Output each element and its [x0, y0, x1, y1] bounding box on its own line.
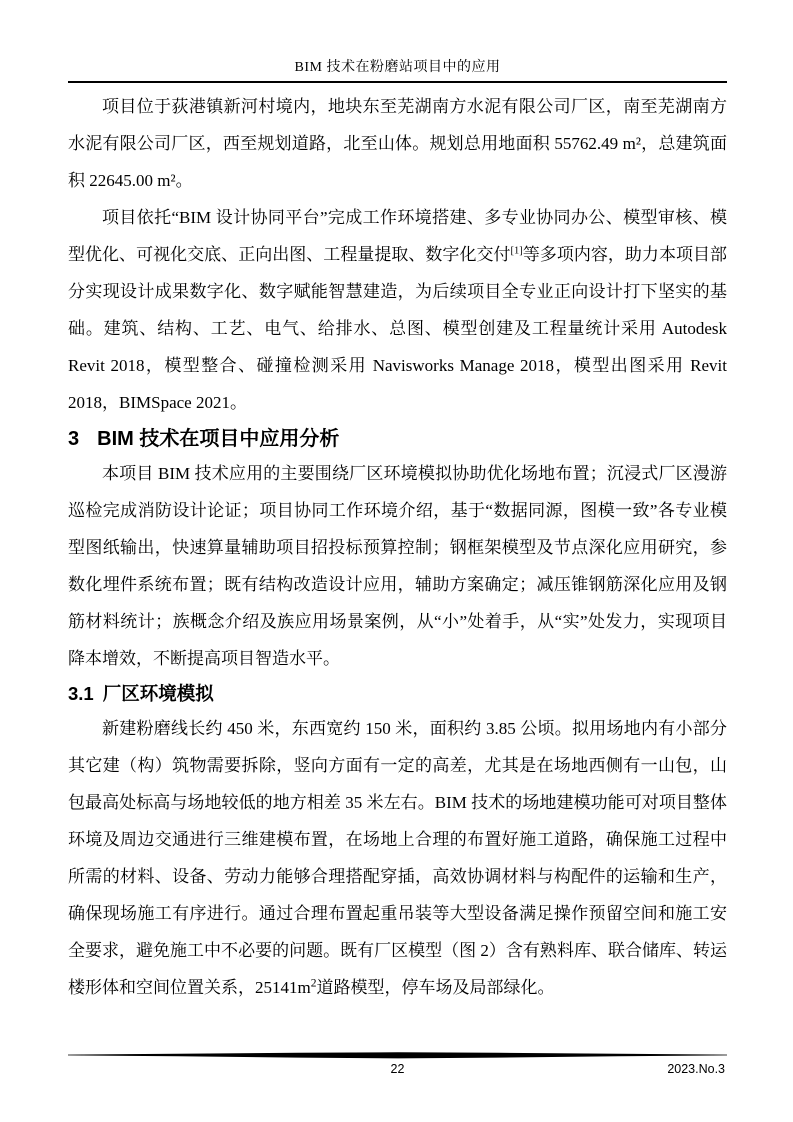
footer-row	[68, 1060, 727, 1078]
subsection-number: 3.1	[68, 683, 94, 704]
paragraph-text: 项目依托“BIM 设计协同平台”完成工作环境搭建、多专业协同办公、模型审核、模型优化、可视化交底、正向出图、工程量提取、数字化交付	[68, 208, 727, 264]
running-title: BIM 技术在粉磨站项目中的应用	[294, 60, 501, 75]
paragraph-text: 新建粉磨线长约 450 米，东西宽约 150 米，面积约 3.85 公顷。拟用场地内有小部分其它建（构）筑物需要拆除，竖向方面有一定的高差，尤其是在场地西侧有一山包，山包最高处标高与场地较低的地方相差 35 米左右。BIM 技术的场地建模功能可对项目整体环境及周边交通进行三维建模布置，在场地上合理的布置好施工道路，确保施工过程中所需的材料、设备、劳动力能够合理搭配穿插，高效协调材料与构配件的运输和生产，确保现场施工有序进行。通过合理布置起重吊装等大型设备满足操作预留空间和施工安全要求，避免施工中不必要的问题。既有厂区模型（图 2）含有熟料库、联合储库、转运楼形体和空间位置关系，25141m	[68, 719, 727, 997]
page-header	[68, 58, 727, 83]
section-title: BIM 技术在项目中应用分析	[97, 428, 340, 450]
issue-label: 2023.No.3	[667, 1062, 725, 1076]
reference-marker: [1]	[510, 245, 523, 257]
page-number: 22	[390, 1062, 405, 1076]
section-heading-3	[68, 423, 727, 455]
section-number: 3	[68, 428, 80, 450]
footer-rule	[68, 1052, 727, 1059]
section-heading-3-1	[68, 678, 727, 710]
superscript-square: 2	[310, 977, 317, 990]
page-footer	[68, 1052, 727, 1078]
document-body	[68, 88, 727, 1006]
header-rule	[68, 81, 727, 83]
paragraph-site-simulation	[68, 710, 727, 1006]
paragraph-bim-platform	[68, 199, 727, 421]
subsection-title: 厂区环境模拟	[102, 683, 214, 704]
paragraph-text: 道路模型，停车场及局部绿化。	[316, 978, 555, 997]
paragraph-text: 等多项内容，助力本项目部分实现设计成果数字化、数字赋能智慧建造，为后续项目全专业正向设计打下坚实的基础。建筑、结构、工艺、电气、给排水、总图、模型创建及工程量统计采用 Autodesk Revit 2018，模型整合、碰撞检测采用 Navisworks Manage 2018，模型出图采用 Revit 2018，BIMSpace 2021。	[68, 245, 728, 412]
page-content	[68, 58, 727, 1006]
paragraph-project-location: 项目位于荻港镇新河村境内，地块东至芜湖南方水泥有限公司厂区，南至芜湖南方水泥有限公司厂区，西至规划道路，北至山体。规划总用地面积 55762.49 m²，总建筑面积 22645.00 m²。	[68, 97, 727, 190]
paragraph-application-overview: 本项目 BIM 技术应用的主要围绕厂区环境模拟协助优化场地布置；沉浸式厂区漫游巡检完成消防设计论证；项目协同工作环境介绍，基于“数据同源，图模一致”各专业模型图纸输出，快速算量辅助项目招投标预算控制；钢框架模型及节点深化应用研究，参数化埋件系统布置；既有结构改造设计应用，辅助方案确定；减压锥钢筋深化应用及钢筋材料统计；族概念介绍及族应用场景案例，从“小”处着手，从“实”处发力，实现项目降本增效，不断提高项目智造水平。	[68, 464, 727, 668]
